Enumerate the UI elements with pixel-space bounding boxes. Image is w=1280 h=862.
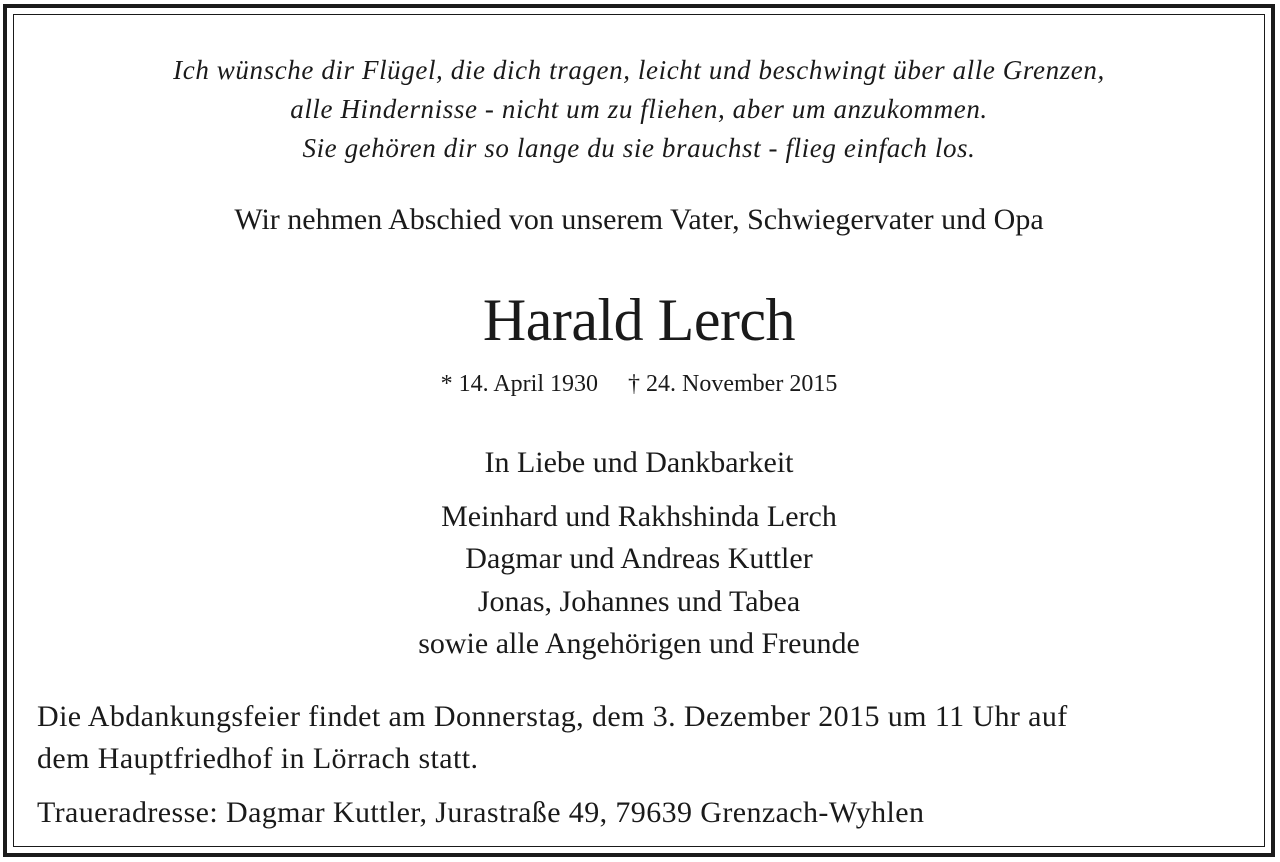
deceased-name: Harald Lerch [482,287,796,353]
intro-text: Wir nehmen Abschied von unserem Vater, Schwiegervater und Opa [234,203,1044,236]
ceremony-line-2: dem Hauptfriedhof in Lörrach statt. [37,742,479,775]
mourner-line: Jonas, Johannes und Tabea [477,585,801,618]
obituary-frame [3,4,1275,857]
mourning-address: Traueradresse: Dagmar Kuttler, Jurastraße 49, 79639 Grenzach-Wyhlen [37,796,925,829]
mourner-line: sowie alle Angehörigen und Freunde [418,627,860,660]
ceremony-line-1: Die Abdankungsfeier findet am Donnerstag, dem 3. Dezember 2015 um 11 Uhr auf [37,700,1068,733]
mourner-line: Dagmar und Andreas Kuttler [465,542,813,575]
poem-line-2: alle Hindernisse - nicht um zu fliehen, aber um anzukommen. [290,94,988,124]
birth-date: * 14. April 1930 [440,371,599,397]
poem-line-1: Ich wünsche dir Flügel, die dich tragen, leicht und beschwingt über alle Grenzen, [173,55,1105,85]
mourner-line: Meinhard und Rakhshinda Lerch [441,500,837,533]
life-dates [7,371,1271,398]
death-date: † 24. November 2015 [628,371,838,397]
poem-line-3: Sie gehören dir so lange du sie brauchst - flieg einfach los. [302,133,976,163]
closing-text: In Liebe und Dankbarkeit [484,446,794,479]
